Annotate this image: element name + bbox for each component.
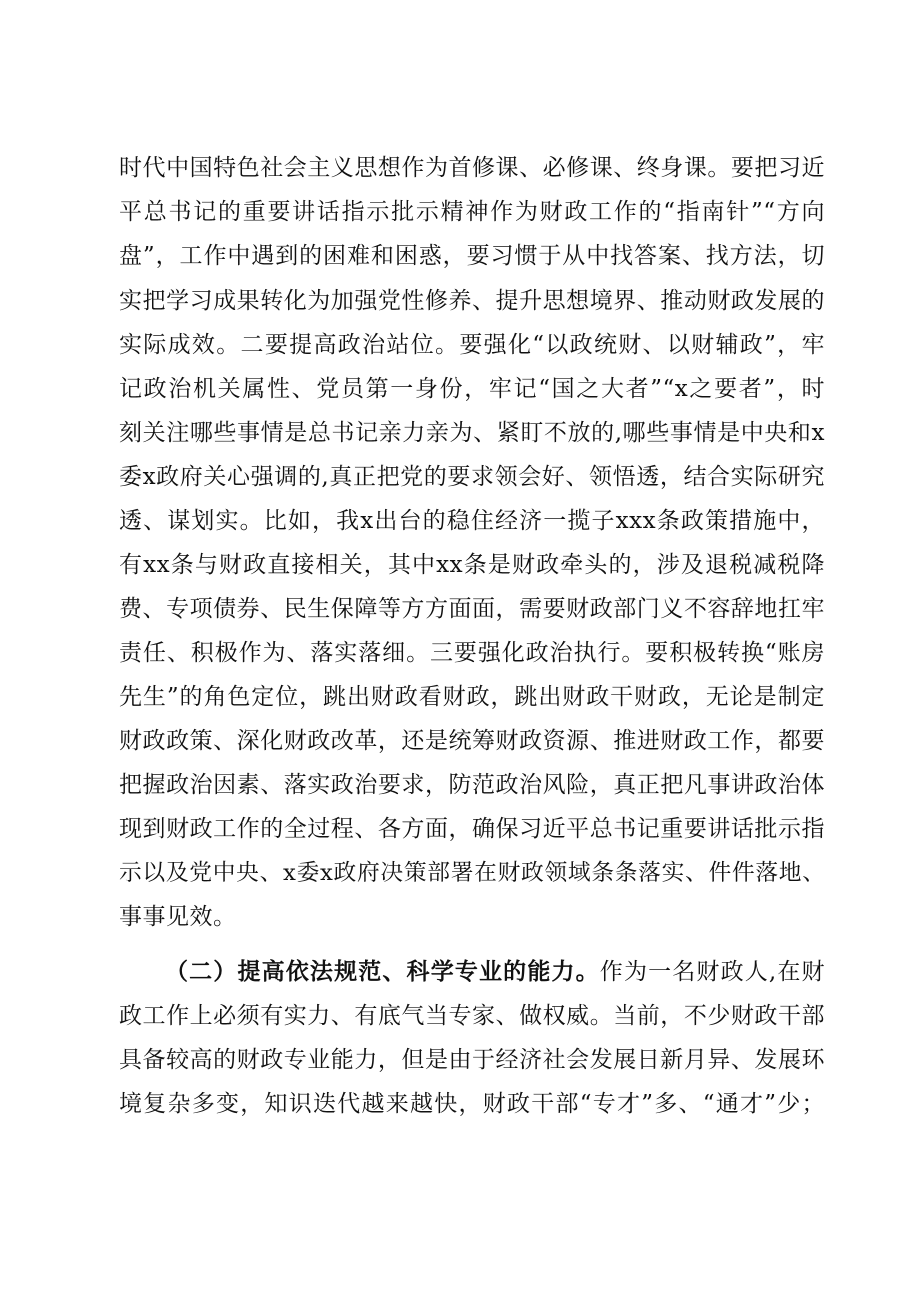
paragraph-line: 有xx条与财政直接相关，其中xx条是财政牵头的，涉及退税减税降: [119, 552, 825, 578]
paragraph-line: 记政治机关属性、党员第一身份，牢记“国之大者”“x之要者”，时: [119, 376, 825, 402]
paragraph-line: 时代中国特色社会主义思想作为首修课、必修课、终身课。要把习近: [119, 155, 825, 181]
paragraph-line: 现到财政工作的全过程、各方面，确保习近平总书记重要讲话批示指: [119, 816, 825, 842]
paragraph-line: 具备较高的财政专业能力，但是由于经济社会发展日新月异、发展环: [119, 1047, 825, 1073]
paragraph-line: 财政政策、深化财政改革，还是统筹财政资源、推进财政工作，都要: [119, 728, 825, 754]
paragraph-line: 费、专项债券、民生保障等方方面面，需要财政部门义不容辞地扛牢: [119, 596, 825, 622]
paragraph-line: 政工作上必须有实力、有底气当专家、做权威。当前，不少财政干部: [119, 1003, 825, 1029]
paragraph-line: 实际成效。二要提高政治站位。要强化“以政统财、以财辅政”，牢: [119, 332, 825, 358]
paragraph-line: 实把学习成果转化为加强党性修养、提升思想境界、推动财政发展的: [119, 288, 825, 314]
paragraph-line: 事事见效。: [119, 904, 237, 930]
paragraph-line: 把握政治因素、落实政治要求，防范政治风险，真正把凡事讲政治体: [119, 772, 825, 798]
section-heading: （二）提高依法规范、科学专业的能力。: [165, 958, 600, 985]
paragraph-line: 境复杂多变，知识迭代越来越快，财政干部“专才”多、“通才”少；: [119, 1091, 825, 1117]
paragraph-line: 盘”，工作中遇到的困难和困惑，要习惯于从中找答案、找方法，切: [119, 243, 825, 269]
paragraph-line: 刻关注哪些事情是总书记亲力亲为、紧盯不放的,哪些事情是中央和x: [119, 420, 825, 446]
paragraph-line: 先生”的角色定位，跳出财政看财政，跳出财政干财政，无论是制定: [119, 684, 825, 710]
paragraph-line: 责任、积极作为、落实落细。三要强化政治执行。要积极转换“账房: [119, 640, 825, 666]
paragraph-line: 委x政府关心强调的,真正把党的要求领会好、领悟透，结合实际研究: [119, 464, 825, 490]
section-heading-rest: 作为一名财政人,在财: [599, 959, 826, 985]
paragraph-line: 示以及党中央、x委x政府决策部署在财政领域条条落实、件件落地、: [119, 860, 825, 886]
paragraph-line: 平总书记的重要讲话指示批示精神作为财政工作的“指南针”“方向: [119, 199, 825, 225]
section-heading-line: [165, 950, 825, 994]
paragraph-line: 透、谋划实。比如，我x出台的稳住经济一揽子xxx条政策措施中，: [119, 508, 825, 534]
